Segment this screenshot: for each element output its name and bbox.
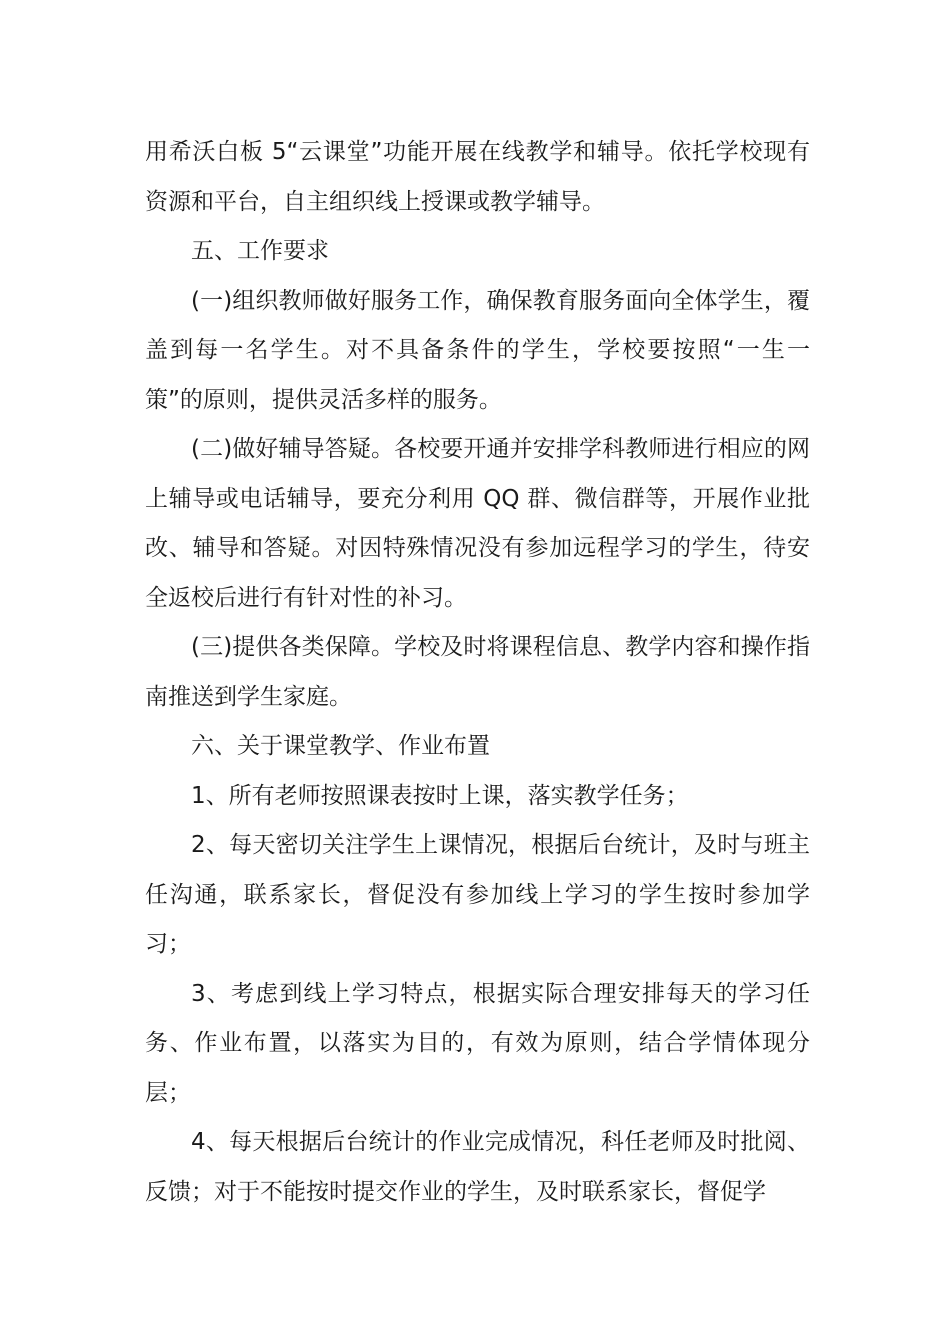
list-item-1: 1、所有老师按照课表按时上课，落实教学任务； — [191, 782, 689, 809]
section-heading-6: 六、关于课堂教学、作业布置 — [191, 733, 490, 759]
list-item-2: 2、每天密切关注学生上课情况，根据后台统计，及时与班主任沟通，联系家长，督促没有参加线上学习的学生按时参加学习； — [145, 832, 810, 957]
paragraph-item-3: (三)提供各类保障。学校及时将课程信息、教学内容和操作指南推送到学生家庭。 — [145, 634, 810, 710]
paragraph-continuation: 用希沃白板 5“云课堂”功能开展在线教学和辅导。依托学校现有资源和平台，自主组织线上授课或教学辅导。 — [145, 139, 810, 215]
paragraph-item-1: (一)组织教师做好服务工作，确保教育服务面向全体学生，覆盖到每一名学生。对不具备条件的学生，学校要按照“一生一策”的原则，提供灵活多样的服务。 — [145, 287, 810, 413]
list-item-4: 4、每天根据后台统计的作业完成情况，科任老师及时批阅、反馈；对于不能按时提交作业的学生，及时联系家长，督促学 — [145, 1129, 810, 1205]
paragraph-item-2: (二)做好辅导答疑。各校要开通并安排学科教师进行相应的网上辅导或电话辅导，要充分利用 QQ 群、微信群等，开展作业批改、辅导和答疑。对因特殊情况没有参加远程学习的学生，待安全返校后进行有针对性的补习。 — [145, 436, 810, 611]
section-heading-5: 五、工作要求 — [191, 238, 329, 264]
document-body — [145, 128, 810, 1217]
list-item-3: 3、考虑到线上学习特点，根据实际合理安排每天的学习任务、作业布置，以落实为目的，有效为原则，结合学情体现分层； — [145, 980, 810, 1106]
